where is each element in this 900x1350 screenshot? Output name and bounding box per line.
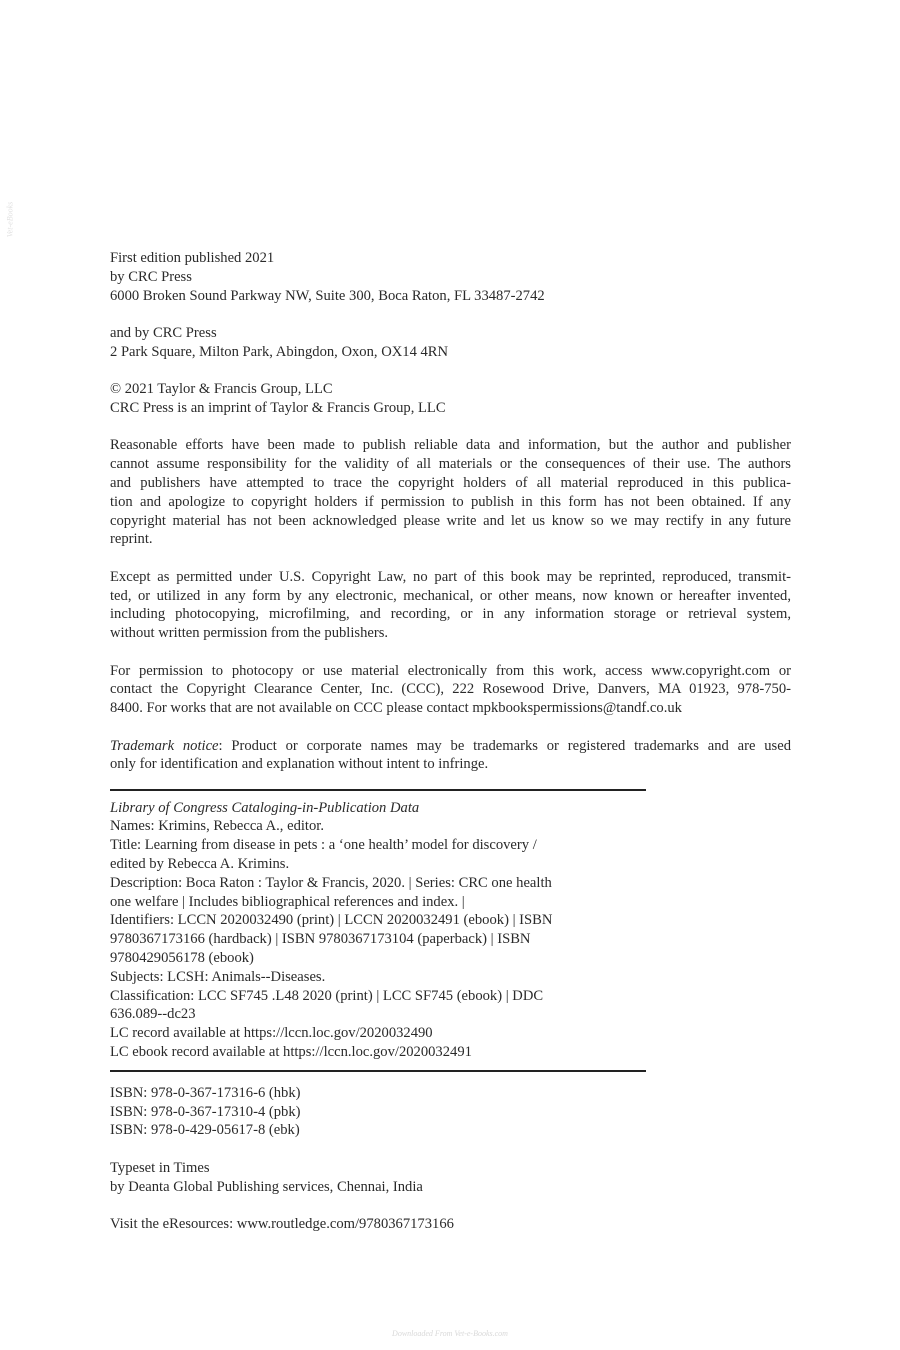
- copublisher-address: 2 Park Square, Milton Park, Abingdon, Oxon, OX14 4RN: [110, 343, 449, 360]
- cip-line: Description: Boca Raton : Taylor & Francis, 2020. | Series: CRC one health: [110, 874, 552, 891]
- trademark-line: only for identification and explanation without intent to infringe.: [110, 756, 489, 773]
- permission-paragraph: [110, 662, 791, 718]
- cip-line: LC ebook record available at https://lccn.loc.gov/2020032491: [110, 1044, 472, 1061]
- permission-line: For permission to photocopy or use material electronically from this work, access www.copyright.com or: [110, 662, 791, 679]
- imprint-line: CRC Press is an imprint of Taylor & Francis Group, LLC: [110, 399, 446, 416]
- footer-watermark: Downloaded From Vet-e-Books.com: [392, 1329, 508, 1338]
- isbn-list: [110, 1084, 791, 1140]
- trademark-text: : Product or corporate names may be trademarks or registered trademarks and are used: [218, 737, 791, 754]
- cip-line: LC record available at https://lccn.loc.gov/2020032490: [110, 1025, 433, 1042]
- copyright-law-paragraph: [110, 568, 791, 643]
- typeset-font-line: Typeset in Times: [110, 1159, 210, 1176]
- eresources-info: [110, 1215, 791, 1234]
- copyright-notice: [110, 380, 791, 418]
- cip-line: Identifiers: LCCN 2020032490 (print) | LCCN 2020032491 (ebook) | ISBN: [110, 912, 553, 929]
- cip-line: one welfare | Includes bibliographical references and index. |: [110, 893, 465, 910]
- cip-line: 9780429056178 (ebook): [110, 950, 254, 967]
- copyright-law-line: without written permission from the publishers.: [110, 625, 389, 642]
- copyright-law-line: ted, or utilized in any form by any electronic, mechanical, or other means, now known or hereafter invented,: [110, 587, 791, 604]
- trademark-paragraph: [110, 737, 791, 775]
- typesetter-line: by Deanta Global Publishing services, Chennai, India: [110, 1178, 423, 1195]
- isbn-pbk: ISBN: 978-0-367-17310-4 (pbk): [110, 1103, 301, 1120]
- disclaimer-paragraph: [110, 436, 791, 549]
- copyright-line: © 2021 Taylor & Francis Group, LLC: [110, 381, 333, 398]
- copyright-law-line: Except as permitted under U.S. Copyright Law, no part of this book may be reprinted, reproduced, transmit-: [110, 568, 791, 585]
- cip-line: edited by Rebecca A. Krimins.: [110, 856, 290, 873]
- trademark-label: Trademark notice: [110, 737, 219, 754]
- publisher-line: by CRC Press: [110, 268, 192, 285]
- disclaimer-line: copyright material has not been acknowledged please write and let us know so we may rectify in any future: [110, 512, 791, 529]
- permission-line: 8400. For works that are not available on CCC please contact mpkbookspermissions@tandf.co.uk: [110, 700, 682, 717]
- publisher-address: 6000 Broken Sound Parkway NW, Suite 300, Boca Raton, FL 33487-2742: [110, 287, 545, 304]
- copyright-page: [110, 249, 791, 1252]
- isbn-ebk: ISBN: 978-0-429-05617-8 (ebk): [110, 1122, 300, 1139]
- cip-bottom-rule: [110, 1070, 646, 1072]
- side-watermark: Vet-eBooks: [5, 201, 15, 238]
- trademark-line: [110, 737, 791, 756]
- typeset-info: [110, 1159, 791, 1197]
- copublisher-line: and by CRC Press: [110, 324, 217, 341]
- cip-heading: Library of Congress Cataloging-in-Publication Data: [110, 799, 420, 816]
- disclaimer-line: reprint.: [110, 531, 153, 548]
- cip-top-rule: [110, 789, 646, 791]
- cip-data-block: [110, 799, 791, 1062]
- disclaimer-line: and publishers have attempted to trace the copyright holders of all material reproduced in this publica-: [110, 474, 791, 491]
- cip-line: 636.089--dc23: [110, 1006, 196, 1023]
- edition-line: First edition published 2021: [110, 250, 275, 266]
- isbn-hbk: ISBN: 978-0-367-17316-6 (hbk): [110, 1084, 301, 1101]
- eresources-line: Visit the eResources: www.routledge.com/9780367173166: [110, 1216, 454, 1233]
- publication-info: [110, 249, 791, 305]
- cip-line: Names: Krimins, Rebecca A., editor.: [110, 818, 324, 835]
- copyright-law-line: including photocopying, microfilming, and recording, or in any information storage or retrieval system,: [110, 606, 791, 623]
- cip-line: Title: Learning from disease in pets : a ‘one health’ model for discovery /: [110, 837, 537, 854]
- copublisher-info: [110, 324, 791, 362]
- cip-line: 9780367173166 (hardback) | ISBN 9780367173104 (paperback) | ISBN: [110, 931, 531, 948]
- cip-line: Subjects: LCSH: Animals--Diseases.: [110, 968, 326, 985]
- disclaimer-line: Reasonable efforts have been made to publish reliable data and information, but the author and publisher: [110, 437, 791, 454]
- disclaimer-line: tion and apologize to copyright holders if permission to publish in this form has not been obtained. If any: [110, 493, 791, 510]
- cip-line: Classification: LCC SF745 .L48 2020 (print) | LCC SF745 (ebook) | DDC: [110, 987, 544, 1004]
- permission-line: contact the Copyright Clearance Center, Inc. (CCC), 222 Rosewood Drive, Danvers, MA 01923, 978-750-: [110, 681, 791, 698]
- disclaimer-line: cannot assume responsibility for the validity of all materials or the consequences of their use. The authors: [110, 456, 791, 473]
